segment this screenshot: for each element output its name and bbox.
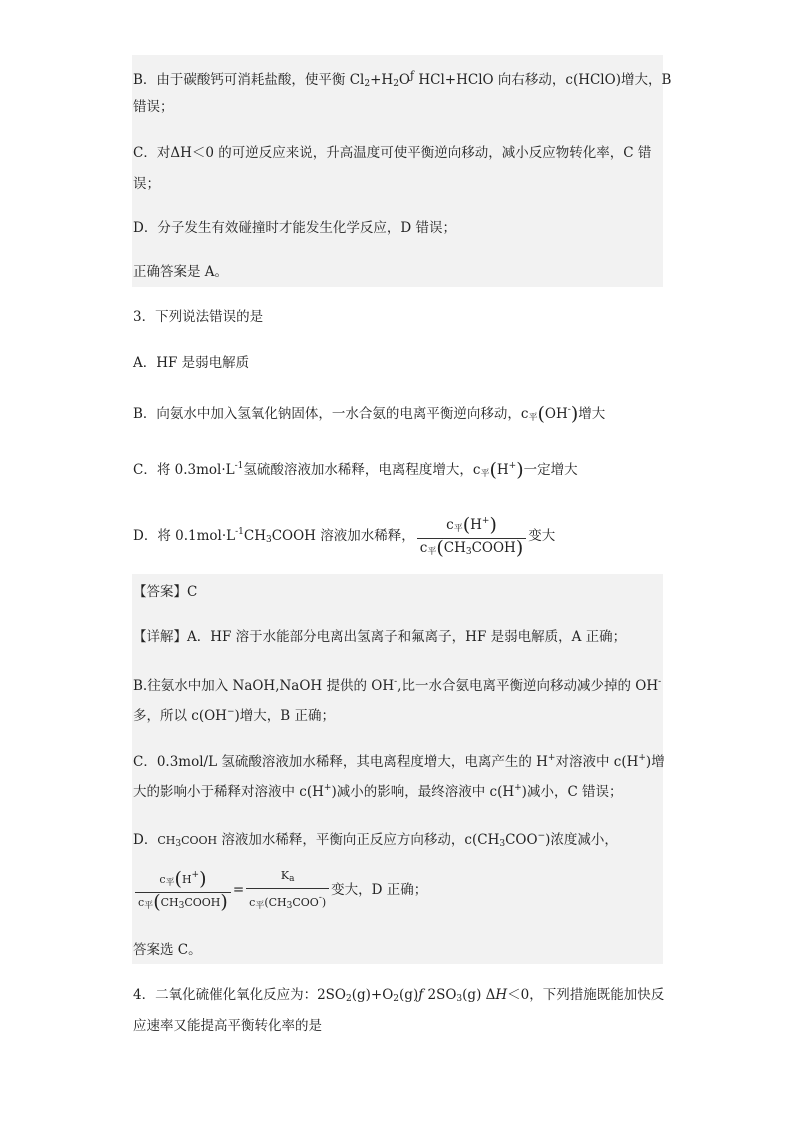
- q3-answer-label: 【答案】C: [133, 584, 198, 600]
- q3-stem: 3．下列说法错误的是: [133, 309, 264, 325]
- q3-detail-c-line-1: C．0.3mol/L 氢硫酸溶液加水稀释，其电离程度增大，电离产生的 H+对溶液中 c(H+)增: [133, 753, 665, 770]
- q3-detail-b-line-2: 多，所以 c(OH−)增大，B 正确；: [133, 707, 335, 724]
- q3-detail-d-line-1: D．$CH_3COOH$ 溶液加水稀释，平衡向正反应方向移动，$c(CH_3COO^-)$浓度减小，: [133, 831, 618, 849]
- q3-detail-b-line-1: B.往氨水中加入 NaOH,NaOH 提供的 OH-,比一水合氨电离平衡逆向移动减少掉的 OH-: [133, 677, 662, 694]
- q3-detail-fraction-2: $\frac{K_a}{c_平(CH_3COO^-)}$: [246, 867, 329, 915]
- q3-option-b: B．向氨水中加入氢氧化钠固体，一水合氨的电离平衡逆向移动，$c_平(OH^-)$增大: [133, 403, 606, 425]
- q2-option-d-line: D．分子发生有效碰撞时才能发生化学反应，D 错误；: [133, 220, 456, 236]
- q2-option-c-line-2: 误；: [133, 176, 160, 192]
- q4-stem-line-2: 应速率又能提高平衡转化率的是: [133, 1018, 322, 1034]
- q2-option-c-line-1: C．对ΔH＜0 的可逆反应来说，升高温度可使平衡逆向移动，减小反应物转化率，C 错: [133, 145, 652, 161]
- equilibrium-arrow-icon: ƒ: [410, 69, 415, 82]
- q3-option-c: C．将 $0.3mol\cdot L^{-1}$氢硫酸溶液加水稀释，电离程度增大，$c_平(H^+)$一定增大: [133, 459, 578, 481]
- q3-option-d-fraction: $\frac{c_平(H^+)}{c_平(CH_3COOH)}$: [417, 512, 527, 561]
- q3-option-a: A．HF 是弱电解质: [133, 355, 250, 371]
- q3-detail-fraction-1: $\frac{c_平(H^+)}{c_平(CH_3COOH)}$: [135, 866, 231, 915]
- q3-final-answer: 答案选 C。: [133, 942, 202, 958]
- q2-option-b-line-1: B．由于碳酸钙可消耗盐酸，使平衡 $Cl_2+H_2O^ƒ$ HCl+HClO 向右移动，c(HClO)增大，B: [133, 69, 672, 89]
- q2-answer: 正确答案是 A。: [133, 264, 229, 280]
- q3-detail-a: 【详解】A．HF 溶于水能部分电离出氢离子和氟离子，HF 是弱电解质，A 正确；: [133, 629, 627, 645]
- equilibrium-arrow-icon: ƒ: [418, 987, 424, 1003]
- q4-stem-line-1: 4．二氧化硫催化氧化反应为：$2SO_2(g)+O_2(g)ƒ$ $2SO_3(g)$ ΔH＜0，下列措施既能加快反: [133, 987, 665, 1004]
- q3-option-d: D．将 $0.1mol\cdot L^{-1}CH_3COOH$ 溶液加水稀释， $\frac{c_平(H^+)}{c_平(CH_3COOH)}$ 变大: [133, 514, 556, 559]
- q3-detail-c-line-2: 大的影响小于稀释对溶液中 c(H+)减小的影响，最终溶液中 c(H+)减小，C 错误；: [133, 783, 623, 800]
- q3-detail-d-formula: $\frac{c_平(H^+)}{c_平(CH_3COOH)}$ = $\frac{K_a}{c_平(CH_3COO^-)}$ 变大，D 正确；: [133, 866, 427, 915]
- q2-option-b-line-2: 错误；: [133, 99, 174, 115]
